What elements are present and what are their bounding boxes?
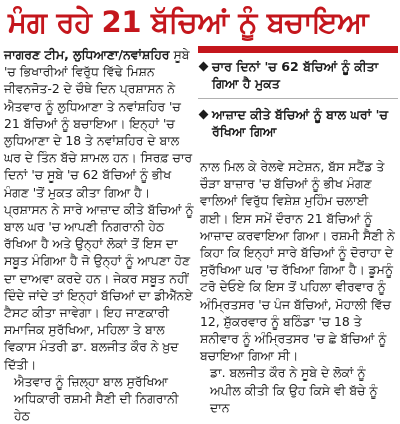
article-left-column — [4, 46, 196, 424]
highlight-text: ਆਜ਼ਾਦ ਕੀਤੇ ਬੱਚਿਆਂ ਨੂੰ ਬਾਲ ਘਰਾਂ 'ਚ ਰੱਖਿਆ ਗਿਆ — [212, 107, 388, 139]
article-paragraph: ਸੂਬੇ 'ਚ ਭਿਖਾਰੀਆਂ ਵਿਰੁੱਧ ਵਿੱਢੇ ਮਿਸ਼ਨ ਜੀਵਨਜੋਤ-2 ਦੇ ਚੌਥੇ ਦਿਨ ਪ੍ਰਸ਼ਾਸਨ ਨੇ ਐਤਵਾਰ ਨੂੰ ਲੁਧਿਆਣਾ ਤੇ ਨਵਾਂਸ਼ਹਿਰ 'ਚ 21 ਬੱਚਿਆਂ ਨੂੰ ਬਚਾਇਆ। ਇਨ੍ਹਾਂ 'ਚ ਲੁਧਿਆਣਾ ਦੇ 18 ਤੇ ਨਵਾਂਸ਼ਹਿਰ ਦੇ ਬਾਲ ਘਰ ਦੇ ਤਿੰਨ ਬੱਚੇ ਸ਼ਾਮਲ ਹਨ। ਸਿਰਫ਼ ਚਾਰ ਦਿਨਾਂ 'ਚ ਸੂਬੇ 'ਚ 62 ਬੱਚਿਆਂ ਨੂੰ ਭੀਖ ਮੰਗਣ 'ਤੋਂ ਮੁਕਤ ਕੀਤਾ ਗਿਆ ਹੈ। ਪ੍ਰਸ਼ਾਸਨ ਨੇ ਸਾਰੇ ਆਜ਼ਾਦ ਕੀਤੇ ਬੱਚਿਆਂ ਨੂੰ ਬਾਲ ਘਰ 'ਚ ਆਪਣੀ ਨਿਗਰਾਨੀ ਹੇਠ ਰੱਖਿਆ ਹੈ ਅਤੇ ਉਨ੍ਹਾਂ ਲੋਕਾਂ ਤੋਂ ਇਸ ਦਾ ਸਬੂਤ ਮੰਗਿਆ ਹੈ ਜੋ ਉਨ੍ਹਾਂ ਨੂੰ ਆਪਣਾ ਹੋਣ ਦਾ ਦਾਅਵਾ ਕਰਦੇ ਹਨ। ਜੇਕਰ ਸਬੂਤ ਨਹੀਂ ਦਿੰਦੇ ਜਾਂਦੇ ਤਾਂ ਇਨ੍ਹਾਂ ਬੱਚਿਆਂ ਦਾ ਡੀਐੱਨਏ ਟੈਸਟ ਕੀਤਾ ਜਾਵੇਗਾ। ਇਹ ਜਾਣਕਾਰੀ ਸਮਾਜਿਕ ਸੁਰੱਖਿਆ, ਮਹਿਲਾ ਤੇ ਬਾਲ ਵਿਕਾਸ ਮੰਤਰੀ ਡਾ. ਬਲਜੀਤ ਕੌਰ ਨੇ ਖ਼ੁਦ ਦਿੱਤੀ। — [4, 47, 194, 372]
article-paragraph: ਡਾ. ਬਲਜੀਤ ਕੌਰ ਨੇ ਸੂਬੇ ਦੇ ਲੋਕਾਂ ਨੂੰ ਅਪੀਲ ਕੀਤੀ ਕਿ ਉਹ ਕਿਸੇ ਵੀ ਬੱਚੇ ਨੂੰ ਦਾਨ — [210, 365, 378, 415]
article-right-column — [200, 158, 396, 415]
highlights-accent-bar — [198, 46, 398, 53]
highlights-box — [198, 46, 398, 154]
dateline: ਜਾਗਰਣ ਟੀਮ, ਲੁਧਿਆਣਾ/ਨਵਾਂਸ਼ਹਿਰ — [4, 47, 170, 62]
article-paragraph: ਐਤਵਾਰ ਨੂੰ ਜ਼ਿਲ੍ਹਾ ਬਾਲ ਸੁਰੱਖਿਆ ਅਧਿਕਾਰੀ ਰਸ਼ਮੀ ਸੈਣੀ ਦੀ ਨਿਗਰਾਨੀ ਹੇਠ — [14, 373, 179, 424]
highlight-text: ਚਾਰ ਦਿਨਾਂ 'ਚ 62 ਬੱਚਿਆਂ ਨੂੰ ਕੀਤਾ ਗਿਆ ਹੈ ਮੁਕਤ — [212, 59, 379, 91]
headline: ਮੰਗ ਰਹੇ 21 ਬੱਚਿਆਂ ਨੂੰ ਬਚਾਇਆ — [8, 5, 369, 39]
diamond-bullet-icon — [199, 62, 209, 72]
article-lead-paragraph — [4, 46, 196, 373]
diamond-bullet-icon — [199, 110, 209, 120]
highlight-divider — [198, 98, 398, 99]
article-paragraph: ਨਾਲ ਮਿਲ ਕੇ ਰੇਲਵੇ ਸਟੇਸ਼ਨ, ਬੱਸ ਸਟੈਂਡ ਤੇ ਚੌੜਾ ਬਾਜ਼ਾਰ 'ਚ ਬੱਚਿਆਂ ਨੂੰ ਭੀਖ ਮੰਗਣ ਵਾਲਿਆਂ ਵਿਰੁੱਧ ਵਿਸ਼ੇਸ਼ ਮੁਹਿੰਮ ਚਲਾਈ ਗਈ। ਇਸ ਸਮੇਂ ਦੌਰਾਨ 21 ਬੱਚਿਆਂ ਨੂੰ ਆਜ਼ਾਦ ਕਰਵਾਇਆ ਗਿਆ। ਰਸ਼ਮੀ ਸੈਣੀ ਨੇ ਕਿਹਾ ਕਿ ਇਨ੍ਹਾਂ ਸਾਰੇ ਬੱਚਿਆਂ ਨੂੰ ਦੋਰਾਹਾ ਦੇ ਸੁਰੱਖਿਆ ਘਰ 'ਚ ਰੱਖਿਆ ਗਿਆ ਹੈ। ਡੂਮਨੂੰ ਟਰੋ ਦੇਓਏ ਕਿ ਇਸ ਤੋਂ ਪਹਿਲਾ ਵੀਰਵਾਰ ਨੂੰ ਅੰਮ੍ਰਿਤਸਰ 'ਚ ਪੰਜ ਬੱਚਿਆਂ, ਮੋਹਾਲੀ ਵਿੱਚ 12, ਸ਼ੁੱਕਰਵਾਰ ਨੂੰ ਬਠਿੰਡਾ 'ਚ 18 ਤੇ ਸ਼ਨੀਵਾਰ ਨੂੰ ਅੰਮ੍ਰਿਤਸਰ 'ਚ ਛੇ ਬੱਚਿਆਂ ਨੂੰ ਬਚਾਇਆ ਗਿਆ ਸੀ। — [200, 159, 395, 364]
